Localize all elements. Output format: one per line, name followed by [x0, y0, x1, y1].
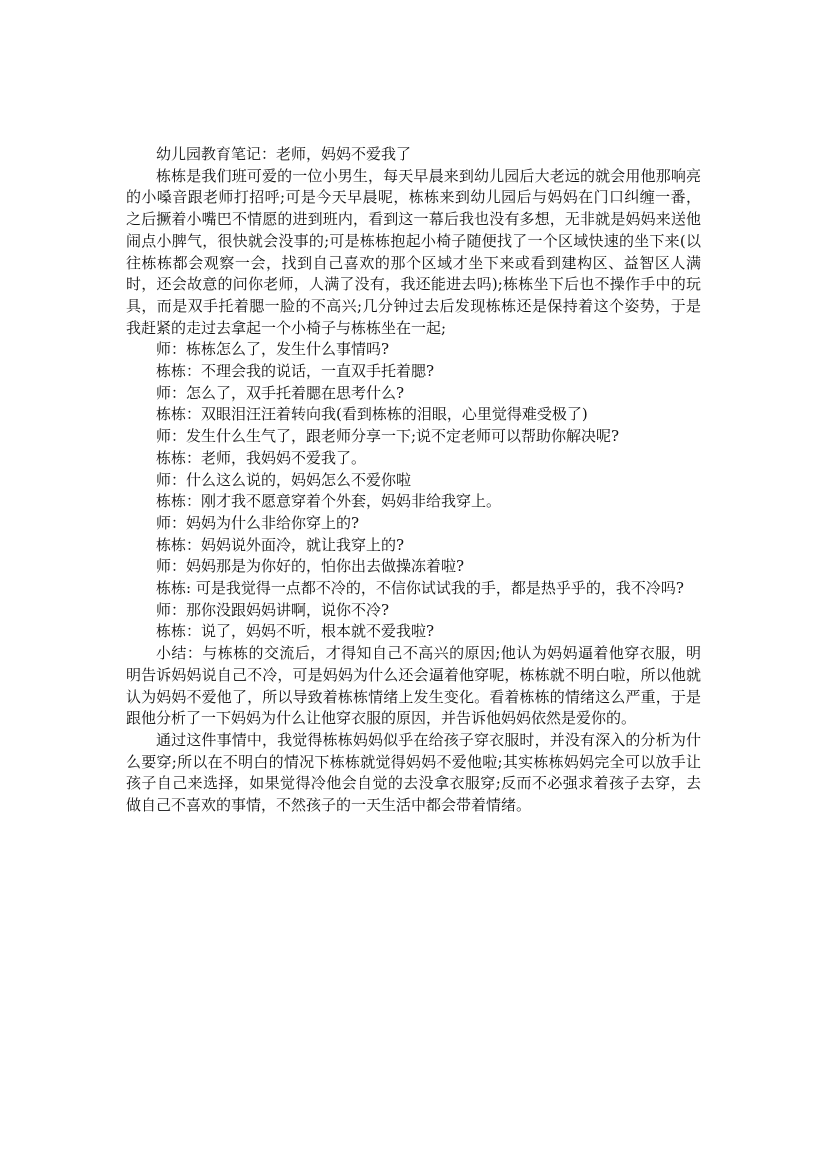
summary-paragraph: 小结：与栋栋的交流后，才得知自己不高兴的原因;他认为妈妈逼着他穿衣服，明明告诉妈妈说自己不冷，可是妈妈为什么还会逼着他穿呢，栋栋就不明白啦，所以他就认为妈妈不爱他了，所以导致着栋栋情绪上发生变化。看着栋栋的情绪这么严重，于是跟他分析了一下妈妈为什么让他穿衣服的原因，并告诉他妈妈依然是爱你的。 — [126, 644, 701, 728]
dialogue-line: 师：栋栋怎么了，发生什么事情吗? — [156, 340, 390, 359]
document-title: 幼儿园教育笔记：老师，妈妈不爱我了 — [156, 145, 412, 163]
document-body — [126, 144, 701, 817]
dialogue-line: 栋栋：双眼泪汪汪着转向我(看到栋栋的泪眼，心里觉得难受极了) — [156, 405, 588, 424]
dialogue-line: 师：妈妈为什么非给你穿上的? — [156, 513, 360, 532]
dialogue-line: 栋栋：妈妈说外面冷，就让我穿上的? — [156, 535, 405, 554]
dialogue-line: 师：那你没跟妈妈讲啊，说你不冷? — [156, 600, 390, 619]
dialogue-line: 师：怎么了，双手托着腮在思考什么? — [156, 383, 405, 402]
paragraph: 栋栋是我们班可爱的一位小男生，每天早晨来到幼儿园后大老远的就会用他那响亮的小嗓音跟老师打招呼;可是今天早晨呢，栋栋来到幼儿园后与妈妈在门口纠缠一番，之后撅着小嘴巴不情愿的进到班内，看到这一幕后我也没有多想，无非就是妈妈来送他闹点小脾气，很快就会没事的;可是栋栋抱起小椅子随便找了一个区域快速的坐下来(以往栋栋都会观察一会，找到自己喜欢的那个区域才坐下来或看到建构区、益智区人满时，还会故意的问你老师，人满了没有，我还能进去吗);栋栋坐下后也不操作手中的玩具，而是双手托着腮一脸的不高兴;几分钟过去后发现栋栋还是保持着这个姿势，于是我赶紧的走过去拿起一个小椅子与栋栋坐在一起; — [126, 166, 701, 337]
dialogue-line: 师：发生什么生气了，跟老师分享一下;说不定老师可以帮助你解决呢? — [156, 427, 620, 446]
dialogue-line: 栋栋: 可是我觉得一点都不冷的，不信你试试我的手，都是热乎乎的，我不冷吗? — [156, 579, 684, 598]
dialogue-line: 栋栋：老师，我妈妈不爱我了。 — [156, 448, 367, 467]
dialogue-line: 栋栋：不理会我的说话，一直双手托着腮? — [156, 362, 435, 381]
dialogue-line: 师：妈妈那是为你好的，怕你出去做操冻着啦? — [156, 557, 465, 576]
dialogue-line: 栋栋：说了，妈妈不听，根本就不爱我啦? — [156, 622, 435, 641]
reflection-paragraph: 通过这件事情中，我觉得栋栋妈妈似乎在给孩子穿衣服时，并没有深入的分析为什么要穿;所以在不明白的情况下栋栋就觉得妈妈不爱他啦;其实栋栋妈妈完全可以放手让孩子自己来选择，如果觉得冷他会自觉的去没拿衣服穿;反而不必强求着孩子去穿，去做自己不喜欢的事情，不然孩子的一天生活中都会带着情绪。 — [126, 730, 701, 815]
dialogue-line: 栋栋：刚才我不愿意穿着个外套，妈妈非给我穿上。 — [156, 492, 502, 511]
dialogue-line: 师：什么这么说的，妈妈怎么不爱你啦 — [156, 470, 412, 489]
